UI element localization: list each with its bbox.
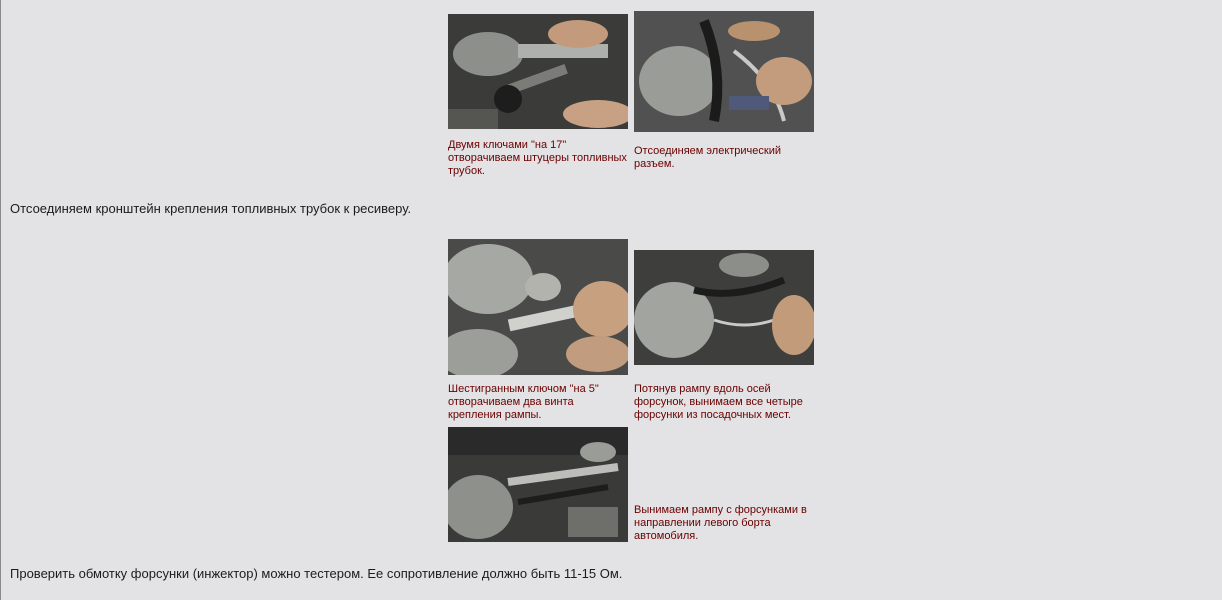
caption-step-2: Отсоединяем электрический разъем. bbox=[634, 145, 782, 170]
photo-electrical-connector bbox=[634, 11, 814, 132]
caption-step-1: Двумя ключами "на 17" отворачиваем штуцеры топливных трубок. bbox=[448, 139, 627, 177]
photo-injectors-removed bbox=[634, 250, 814, 365]
photo-rail-with-injectors bbox=[448, 427, 628, 542]
photo-hex-key-rail-screws bbox=[448, 239, 628, 375]
page-left-border bbox=[0, 0, 1, 600]
caption-step-5: Вынимаем рампу с форсунками в направлении левого борта автомобиля. bbox=[634, 504, 807, 542]
caption-step-3: Шестигранным ключом "на 5" отворачиваем два винта крепления рампы. bbox=[448, 383, 599, 421]
paragraph-injector-check: Проверить обмотку форсунки (инжектор) можно тестером. Ее сопротивление должно быть 11-15 Ом. bbox=[10, 566, 623, 581]
caption-step-4: Потянув рампу вдоль осей форсунок, вынимаем все четыре форсунки из посадочных мест. bbox=[634, 383, 803, 421]
photo-wrenches-fuel-fittings bbox=[448, 14, 628, 129]
paragraph-bracket: Отсоединяем кронштейн крепления топливных трубок к ресиверу. bbox=[10, 201, 412, 216]
